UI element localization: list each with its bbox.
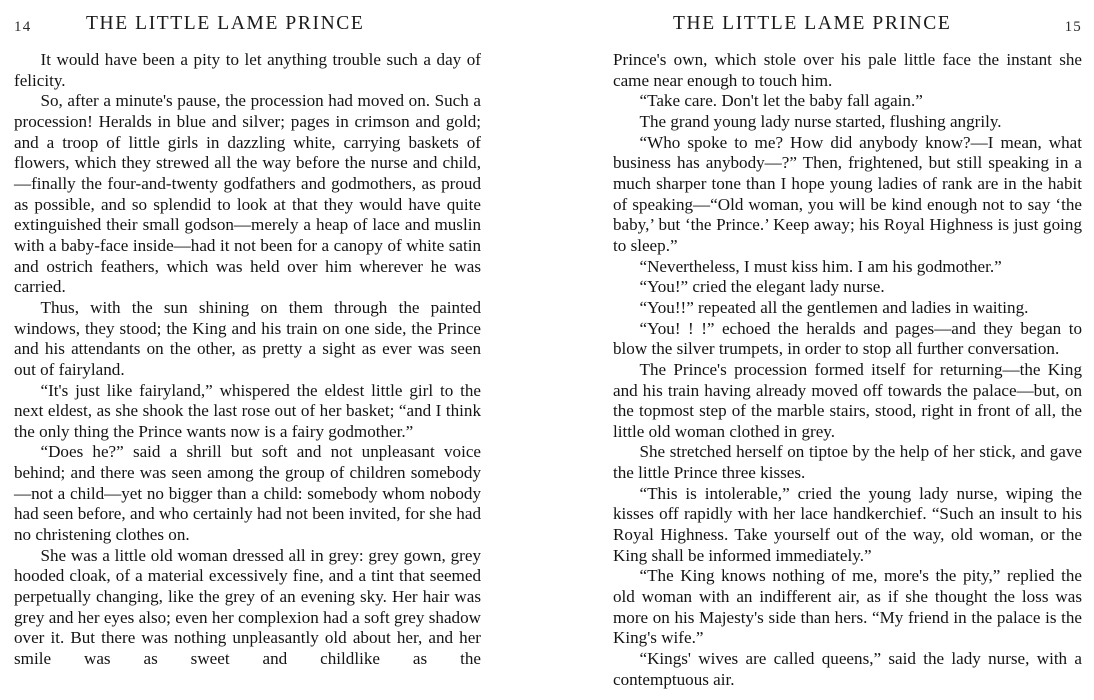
paragraph: “You! ! !” echoed the heralds and pages—and they began to blow the silver trumpets, in order to stop all further conversation. (613, 318, 1082, 359)
paragraph: “This is intolerable,” cried the young lady nurse, wiping the kisses off rapidly with her lace handkerchief. “Such an insult to his Royal Highness. Take yourself out of the way, old woman, or the King shall be informed immediately.” (613, 483, 1082, 565)
paragraph: “Take care. Don't let the baby fall again.” (639, 91, 923, 111)
paragraph: Thus, with the sun shining on them through the painted windows, they stood; the King and his train on one side, the Prince and his attendants on the other, as pretty a sight as ever was seen out of fairyland. (14, 297, 481, 379)
paragraph: The grand young lady nurse started, flushing angrily. (639, 111, 1002, 131)
running-head-right (547, 13, 1094, 39)
paragraph: “Nevertheless, I must kiss him. I am his godmother.” (639, 256, 1002, 276)
page-recto (547, 0, 1094, 700)
paragraph: “You!” cried the elegant lady nurse. (639, 277, 885, 297)
textblock-left (14, 50, 481, 690)
textblock-right (613, 50, 1082, 690)
paragraph: “You!!” repeated all the gentlemen and ladies in waiting. (639, 297, 1029, 317)
paragraph: “Does he?” said a shrill but soft and not unpleasant voice behind; and there was seen among the group of children somebody—not a child—yet no bigger than a child: somebody whom nobody had seen before, and who certainly had not been invited, for she had no christening clothes on. (14, 442, 481, 545)
folio-left: 14 (14, 19, 32, 35)
paragraph: “Kings' wives are called queens,” said the lady nurse, with a contemptuous air. (613, 649, 1082, 689)
running-head-left (0, 13, 547, 39)
running-head-title-left: THE LITTLE LAME PRINCE (86, 13, 365, 34)
paragraph: “It's just like fairyland,” whispered the eldest little girl to the next eldest, as she shook the last rose out of her basket; “and I think the only thing the Prince wants now is a fairy godmother.” (14, 380, 481, 441)
paragraph-catchline: She was a little old woman dressed all in grey: grey gown, grey hooded cloak, of a material excessively fine, and a tint that seemed perpetually changing, like the grey of an evening sky. Her hair was grey and her eyes also; even her complexion had a soft grey shadow over it. But there was nothing unpleasantly old about her, and her smile was as sweet and childlike as the (14, 545, 481, 669)
paragraph: So, after a minute's pause, the procession had moved on. Such a procession! Heralds in blue and silver; pages in crimson and gold; and a troop of little girls in dazzling white, carrying baskets of flowers, which they strewed all the way before the nurse and child,—finally the four-and-twenty godfathers and godmothers, as proud as possible, and so splendid to look at that they would have quite extinguished their small godson—merely a heap of lace and muslin with a baby-face inside—had it not been for a canopy of white satin and ostrich feathers, which was held over him wherever he was carried. (14, 91, 481, 297)
paragraph: She stretched herself on tiptoe by the help of her stick, and gave the little Prince three kisses. (613, 442, 1082, 483)
paragraph: “The King knows nothing of me, more's the pity,” replied the old woman with an indifferent air, as if she thought the loss was more on his Majesty's side than hers. “My friend in the palace is the King's wife.” (613, 566, 1082, 648)
folio-right: 15 (1064, 19, 1082, 35)
paragraph: It would have been a pity to let anything trouble such a day of felicity. (14, 50, 481, 90)
running-head-title-right: THE LITTLE LAME PRINCE (673, 13, 952, 34)
paragraph-continuation: Prince's own, which stole over his pale little face the instant she came near enough to touch him. (613, 50, 1082, 90)
paragraph: The Prince's procession formed itself for returning—the King and his train having already moved off towards the palace—but, on the topmost step of the marble stairs, stood, right in front of all, the little old woman clothed in grey. (613, 359, 1082, 441)
paragraph: “Who spoke to me? How did anybody know?—I mean, what business has anybody—?” Then, frightened, but still speaking in a much sharper tone than I hope young ladies of rank are in the habit of speaking—“Old woman, you will be kind enough not to say ‘the baby,’ but ‘the Prince.’ Keep away; his Royal Highness is just going to sleep.” (613, 132, 1082, 255)
